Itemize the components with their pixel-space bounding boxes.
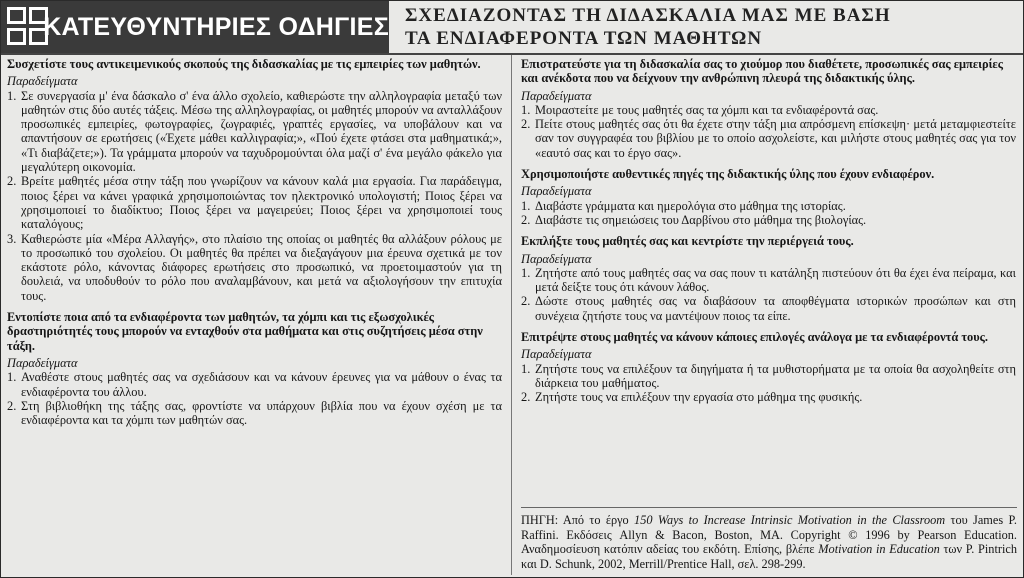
list-item [7,174,502,231]
item-number: 1. [521,265,531,280]
examples-label: Παραδείγματα [521,184,592,199]
item-text: Στη βιβλιοθήκη της τάξης σας, φροντίστε να υπάρχουν βιβλία που να έχουν σχέση με τα ενδιαφέροντα και τα χόμπι των μαθητών σας. [21,398,502,428]
list-item [521,266,1016,295]
left-column [7,57,502,427]
item-number: 2. [521,294,531,309]
header-rule [1,53,1023,55]
section-heading: Επιστρατεύστε για τη διδασκαλία σας το χιούμορ που διαθέτετε, προσωπικές σας εμπειρίες και ανέκδοτα που να δείχνουν την ανθρώπινη πλευρά της διδακτικής ύλης. [521,57,1003,86]
list-item [7,232,502,303]
source-book-title-1: 150 Ways to Increase Intrinsic Motivation in the Classroom [634,513,946,527]
item-text: Διαβάστε γράμματα και ημερολόγια στο μάθημα της ιστορίας. [535,198,846,213]
section-authentic-sources [521,167,1016,227]
source-text-1: ΠΗΓΗ: Από το έργο [521,513,635,527]
item-number: 2. [7,174,17,189]
item-text: Βρείτε μαθητές μέσα στην τάξη που γνωρίζουν να κάνουν καλά μια εργασία. Για παράδειγμα, ποιος ξέρει να κάνει γραφικά χρησιμοποιώντας τον ηλεκτρονικό υπολογιστή; Ποιος ξέρει να χρησιμοποιεί το διαδίκτυο; Ποιος ξέρει να μαγειρεύει; Ποιος ξέρει να χρησιμοποιεί τους καταλόγους; [21,174,502,232]
item-text: Ζητήστε τους να επιλέξουν την εργασία στο μάθημα της φυσικής. [535,390,863,405]
item-text: Καθιερώστε μία «Μέρα Αλλαγής», στο πλαίσιο της οποίας οι μαθητές θα αλλάξουν ρόλους με το προσωπικό του σχολείου. Οι μαθητές θα πρέπει να διεξαγάγουν μια έρευνα σχετικά με τον εκάστοτε ρόλο, κάνοντας διάφορες ερωτήσεις στο προσωπικό, να προετοιμαστούν για τη δουλειά, να υποδυθούν το ρόλο που αναλαμβάνουν, και μετά να αξιολογήσουν την επιτυχία τους. [21,231,502,303]
list-item [521,390,1016,404]
item-text: Σε συνεργασία μ' ένα δάσκαλο σ' ένα άλλο σχολείο, καθιερώστε την αλληλογραφία μεταξύ των μαθητών στις δύο αυτές τάξεις. Μέσω της αλληλογραφίας, οι μαθητές μπορούν να ανταλλάξουν προσωπικές εμπειρίες, φωτογραφίες, ζωγραφιές, γραπτές εργασίες, να υποβάλουν και να απαντήσουν σε ερωτήσεις («Έχετε μάθει καλλιγραφία;», «Πού έχετε φτάσει στα μαθηματικά;», «Τι διαβάζετε;»). Τα γράμματα μπορούν να ταχυδρομούνται όλα μαζί σ' ένα μεγάλο φάκελο για μεγαλύτερη οικονομία. [21,88,502,175]
examples-label: Παραδείγματα [521,251,592,266]
item-number: 1. [7,370,17,385]
item-number: 2. [7,398,17,413]
item-text: Αναθέστε στους μαθητές σας να σχεδιάσουν και να κάνουν έρευνες για να μάθουν ο ένας τα ενδιαφέροντα του άλλου. [21,370,502,399]
list-item [7,370,502,399]
list-item [521,294,1016,323]
list-item [521,117,1016,160]
list-item [521,362,1016,391]
item-number: 2. [521,212,531,227]
item-number: 3. [7,231,17,246]
list-item [521,199,1016,213]
column-divider [511,55,512,575]
examples-label: Παραδείγματα [521,347,592,362]
header [1,1,1023,53]
item-text: Διαβάστε τις σημειώσεις του Δαρβίνου στο μάθημα της βιολογίας. [535,212,867,227]
section-heading: Επιτρέψτε στους μαθητές να κάνουν κάποιες επιλογές ανάλογα με τα ενδιαφέροντά τους. [521,330,989,345]
subtitle-line-2: ΤΑ ΕΝΔΙΑΦΕΡΟΝΤΑ ΤΩΝ ΜΑΘΗΤΩΝ [405,28,763,49]
source-text-2: του James P. Raffini. Εκδόσεις Allyn & Bacon, Boston, MA. Copyright © 1996 by Pearson Education. Αναδημοσίευση κατόπιν αδείας του εκδότη. Επίσης, βλέπε [521,513,1017,556]
section-relate-objectives [7,57,502,303]
item-text: Μοιραστείτε με τους μαθητές σας τα χόμπι και τα ενδιαφέροντά σας. [535,102,879,117]
section-heading: Εκπλήξτε τους μαθητές σας και κεντρίστε την περιέργειά τους. [521,234,854,249]
right-column [521,57,1016,405]
section-heading: Εντοπίστε ποια από τα ενδιαφέροντα των μαθητών, τα χόμπι και τις εξωσχολικές δραστηριότητές τους μπορούν να ενταχθούν στα μαθήματα και στις συζητήσεις μέσα στην τάξη. [7,310,483,353]
item-text: Πείτε στους μαθητές σας ότι θα έχετε στην τάξη μια απρόσμενη επίσκεψη· μετά μεταμφιεστείτε σαν τον συγγραφέα του βιβλίου με το οποίο ασχολείστε, και μιλήστε στους μαθητές σας για τον «εαυτό σας και το έργο σας». [535,117,1016,160]
source-citation [521,507,1017,571]
item-number: 1. [521,361,531,376]
list-item [7,89,502,175]
grid-logo-icon [5,5,33,49]
examples-label: Παραδείγματα [7,355,78,370]
subtitle-line-1: ΣΧΕΔΙΑΖΟΝΤΑΣ ΤΗ ΔΙΔΑΣΚΑΛΙΑ ΜΑΣ ΜΕ ΒΑΣΗ [405,5,891,26]
item-number: 2. [521,117,531,132]
item-text: Ζητήστε από τους μαθητές σας να σας πουν τι κατάληξη πιστεύουν ότι θα έχει ένα πείραμα, και μετά δείξτε τους ότι κάνουν λάθος. [535,265,1016,295]
section-humor [521,57,1016,160]
item-number: 1. [521,102,531,117]
section-heading: Συσχετίστε τους αντικειμενικούς σκοπούς της διδασκαλίας με τις εμπειρίες των μαθητών. [7,57,481,71]
examples-label: Παραδείγματα [521,88,592,103]
section-heading: Χρησιμοποιήστε αυθεντικές πηγές της διδακτικής ύλης που έχουν ενδιαφέρον. [521,167,935,182]
item-number: 2. [521,390,531,405]
item-text: Ζητήστε τους να επιλέξουν τα διηγήματα ή τα μυθιστορήματα με τα οποία θα ασχοληθείτε στη διάρκεια του μαθήματος. [535,361,1016,390]
list-item [521,213,1016,227]
header-banner [1,1,389,53]
section-surprise [521,234,1016,323]
item-number: 1. [7,88,17,103]
list-item [521,103,1016,117]
header-subtitle [389,1,1023,53]
item-text: Δώστε στους μαθητές σας να διαβάσουν τα αποφθέγματα ιστορικών προσώπων και στη συνέχεια ζητήστε τους να μαντέψουν ποιος τα είπε. [535,294,1016,323]
source-text-3: των P. Pintrich και D. Schunk, 2002, Merrill/Prentice Hall, σελ. 298-299. [521,542,1017,571]
examples-label: Παραδείγματα [7,74,78,89]
banner-title: ΚΑΤΕΥΘΥΝΤΗΡΙΕΣ ΟΔΗΓΙΕΣ [43,12,389,41]
source-book-title-2: Motivation in Education [818,542,940,556]
section-identify-interests [7,310,502,427]
section-choices [521,330,1016,404]
list-item [7,399,502,428]
item-number: 1. [521,198,531,213]
